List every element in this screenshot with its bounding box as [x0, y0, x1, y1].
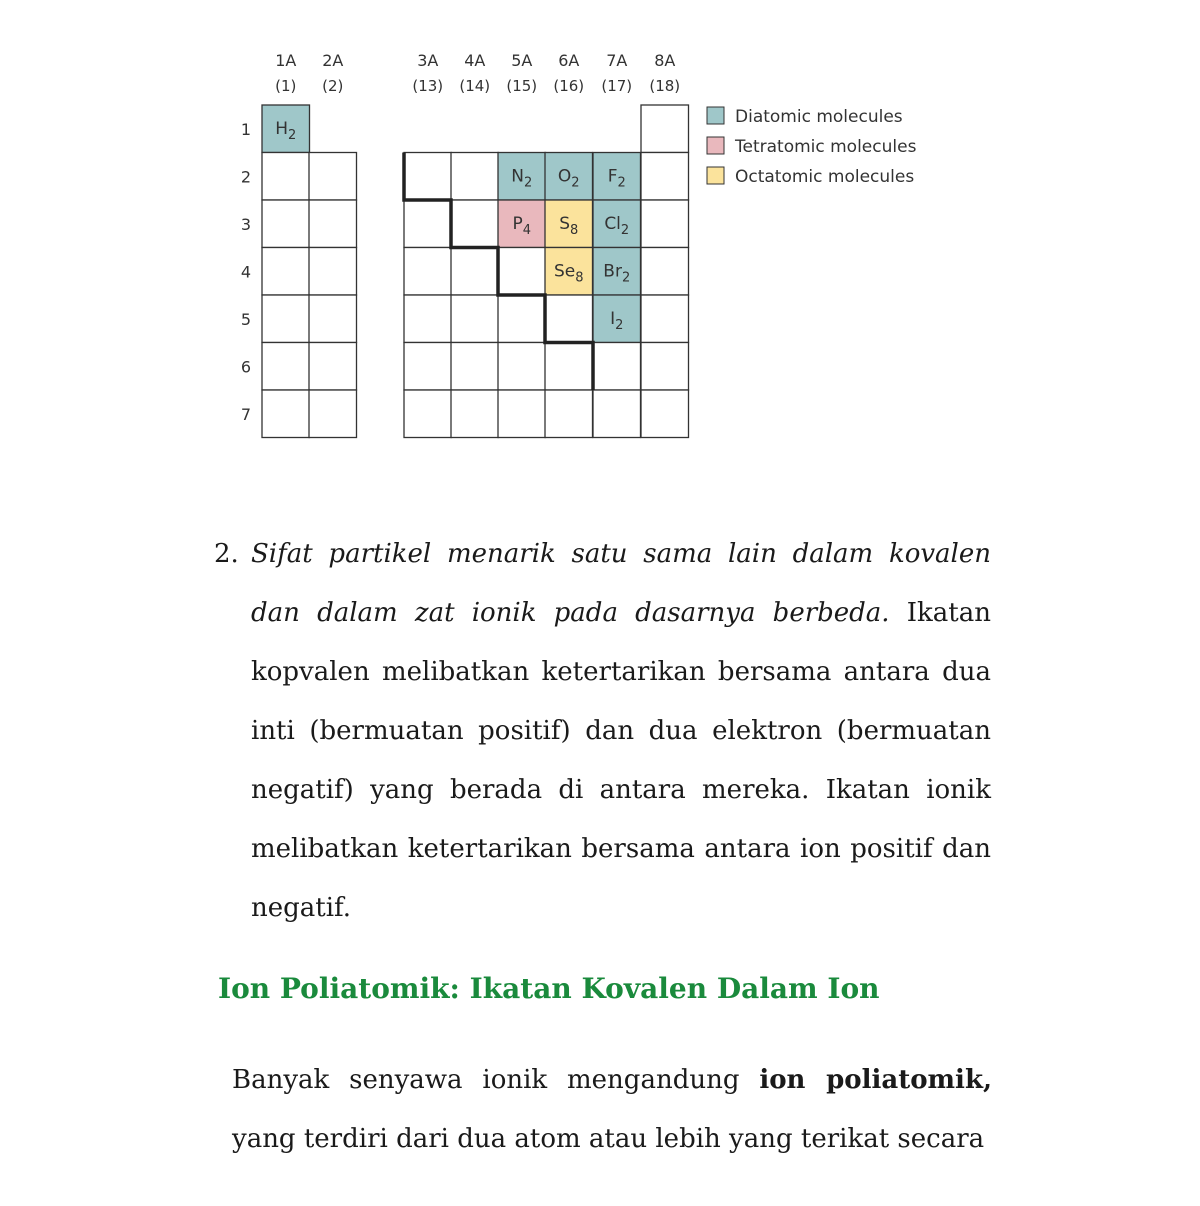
empty-cell: [451, 153, 499, 201]
molecule-formula: $H_2$: [275, 119, 297, 143]
italic-sentence: Sifat partikel menarik satu sama lain dalam kovalen dan dalam zat ionik pada dasarnya berbeda.: [251, 539, 991, 628]
empty-cell: [309, 343, 357, 391]
empty-cell: [641, 248, 689, 296]
group-label: 1A: [275, 51, 297, 70]
empty-cell: [309, 390, 357, 438]
empty-cell: [545, 343, 593, 391]
section-heading: Ion Poliatomik: Ikatan Kovalen Dalam Ion: [218, 972, 880, 1005]
empty-cell: [404, 200, 452, 248]
period-label: 3: [240, 215, 252, 234]
empty-cell: [404, 390, 452, 438]
empty-cell: [404, 343, 452, 391]
empty-cell: [498, 248, 546, 296]
period-label: 4: [240, 262, 252, 282]
group-number: (18): [649, 77, 681, 95]
molecule-formula: $P_4$: [512, 214, 532, 238]
group-number: (14): [459, 77, 491, 95]
empty-cell: [451, 295, 499, 343]
empty-cell: [309, 153, 357, 201]
empty-cell: [309, 248, 357, 296]
group-number: (16): [553, 77, 585, 95]
empty-cell: [451, 248, 499, 296]
empty-cell: [262, 248, 310, 296]
empty-cell: [404, 295, 452, 343]
empty-cell: [451, 390, 499, 438]
plain-sentences: Ikatan kopvalen melibatkan ketertarikan bersama antara dua inti (bermuatan positif) dan dua elektron (bermuatan negatif) yang berada di antara mereka. Ikatan ionik melibatkan ketertarikan bersama antara ion positif dan negatif.: [251, 598, 991, 923]
empty-cell: [451, 343, 499, 391]
period-label: 7: [240, 405, 252, 424]
body-rest: yang terdiri dari dua atom atau lebih yang terikat secara: [232, 1124, 985, 1154]
group-number: (13): [412, 77, 444, 95]
legend-label: Diatomic molecules: [735, 107, 903, 127]
group-label: 7A: [606, 51, 628, 70]
legend-swatch: [707, 107, 724, 124]
empty-cell: [262, 343, 310, 391]
body-paragraph: [232, 1051, 992, 1169]
empty-cell: [593, 343, 641, 391]
empty-cell: [641, 200, 689, 248]
bold-term: ion poliatomik,: [759, 1065, 993, 1095]
list-item-number: 2.: [214, 539, 239, 569]
empty-cell: [498, 295, 546, 343]
period-label: 2: [240, 167, 252, 187]
legend-swatch: [707, 167, 724, 184]
empty-cell: [498, 390, 546, 438]
group-label: 8A: [654, 51, 676, 70]
empty-cell: [545, 295, 593, 343]
legend-label: Tetratomic molecules: [735, 137, 917, 157]
empty-cell: [641, 343, 689, 391]
empty-cell: [641, 295, 689, 343]
empty-cell: [262, 295, 310, 343]
empty-cell: [498, 343, 546, 391]
group-number: (2): [322, 77, 344, 95]
empty-cell: [545, 390, 593, 438]
group-number: (17): [601, 77, 633, 95]
group-label: 2A: [322, 51, 344, 70]
empty-cell: [262, 200, 310, 248]
group-label: 4A: [464, 51, 486, 70]
group-label: 3A: [417, 51, 439, 70]
empty-cell: [404, 248, 452, 296]
molecule-formula: $O_2$: [557, 166, 580, 191]
molecule-formula: $Se_8$: [553, 261, 584, 286]
list-item-text: [251, 525, 991, 938]
body-intro: Banyak senyawa ionik mengandung: [232, 1065, 760, 1095]
molecule-formula: $Cl_2$: [604, 214, 630, 238]
group-number: (15): [506, 77, 538, 95]
periodic-table-figure: [0, 0, 1200, 460]
group-label: 5A: [511, 51, 533, 70]
empty-cell: [451, 200, 499, 248]
empty-cell: [641, 105, 689, 153]
empty-cell: [309, 200, 357, 248]
period-label: 1: [240, 120, 252, 139]
empty-cell: [262, 153, 310, 201]
empty-cell: [641, 153, 689, 201]
molecule-formula: $Br_2$: [603, 261, 631, 286]
molecule-formula: $I_2$: [610, 309, 624, 333]
empty-cell: [262, 390, 310, 438]
molecule-legend: [707, 107, 917, 187]
empty-cell: [309, 295, 357, 343]
empty-cell: [404, 153, 452, 201]
group-number: (1): [275, 77, 297, 95]
empty-cell: [641, 390, 689, 438]
period-label: 6: [240, 357, 252, 377]
legend-swatch: [707, 137, 724, 154]
legend-label: Octatomic molecules: [735, 167, 915, 187]
molecule-formula: $S_8$: [559, 214, 579, 238]
group-label: 6A: [558, 51, 580, 70]
molecule-formula: $F_2$: [607, 166, 626, 191]
empty-cell: [593, 390, 641, 438]
period-label: 5: [240, 310, 252, 329]
molecule-formula: $N_2$: [511, 166, 533, 191]
